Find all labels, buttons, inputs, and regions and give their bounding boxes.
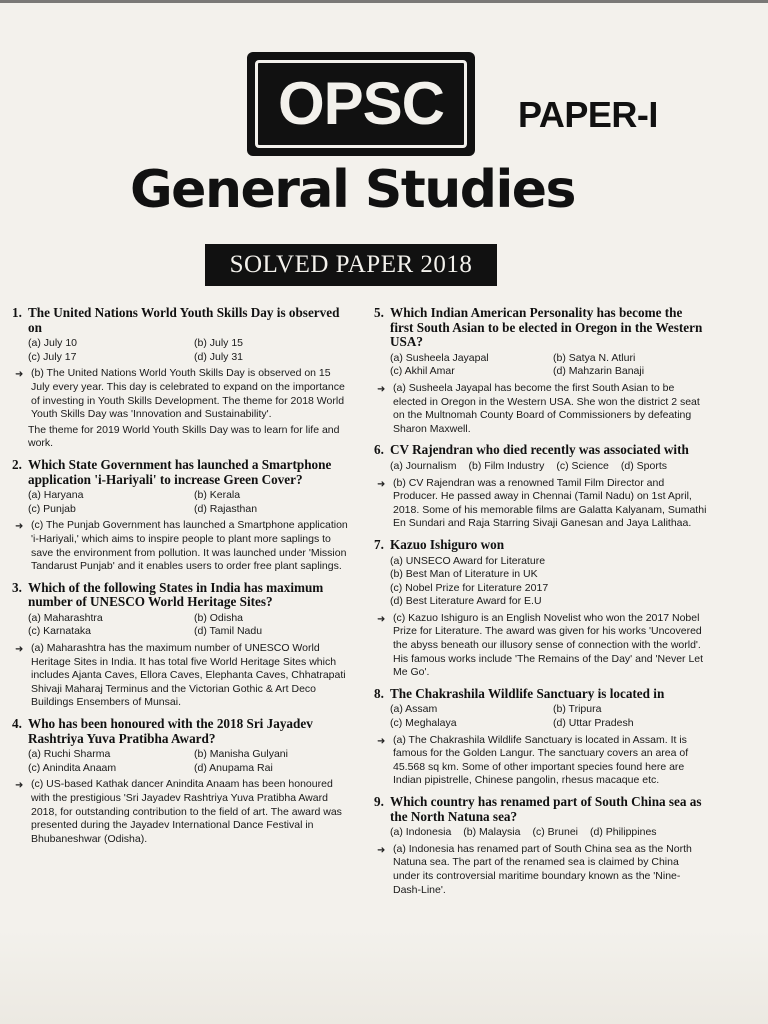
answer-text: (c) Kazuo Ishiguro is an English Novelist who won the 2017 Nobel Prize for Literature. The award was given for his works 'Uncovered the abyss beneath our illusory sense of connection with the world'. His famous works include 'The Remains of the Day' and 'Never Let Me Go'. (393, 611, 704, 679)
option: (d) Uttar Pradesh (553, 717, 634, 730)
options-list (12, 612, 352, 639)
question-text: The United Nations World Youth Skills Day is observed on (28, 305, 340, 335)
brand-logo-frame (255, 60, 467, 148)
paper-label: PAPER-I (518, 94, 658, 135)
brand-text: OPSC (277, 70, 445, 137)
option: (a) Susheela Jayapal (390, 351, 489, 364)
question-text: Which of the following States in India has maximum number of UNESCO World Heritage Sites? (28, 579, 324, 610)
option: (c) Punjab (28, 502, 76, 515)
arrow-icon: ➜ (15, 644, 24, 656)
answer-explanation (374, 477, 708, 531)
option: (b) Film Industry (468, 459, 545, 472)
question-heading (374, 538, 708, 553)
question-heading (12, 717, 352, 746)
question-number: 6. (374, 442, 384, 458)
answer-text: (c) US-based Kathak dancer Anindita Anaam has been honoured with the prestigious 'Sri Jayadev Rashtriya Yuva Pratibha Award 2018, for outstanding contribution to the field of art. The award was presented during the Jayadev International Dance Festival in Bhubaneshwar (Odisha). (31, 778, 342, 845)
arrow-icon: ➜ (15, 521, 24, 533)
answer-explanation (374, 843, 708, 897)
question-heading (374, 795, 708, 824)
answer-text: (a) Susheela Jayapal has become the first South Asian to be elected in Oregon in the Western USA. She won the district 2 seat on the Multnomah County Board of Commissioners by defeating Sharon Maxwell. (393, 381, 700, 435)
question-block (12, 458, 352, 574)
question-text: Which country has renamed part of South China sea as the North Natuna sea? (390, 794, 702, 824)
question-number: 4. (12, 716, 22, 732)
question-heading (374, 306, 708, 350)
option: (b) Malaysia (463, 826, 521, 839)
option: (c) Karnataka (28, 625, 92, 638)
question-text: Kazuo Ishiguro won (390, 536, 505, 552)
answer-text: (b) The United Nations World Youth Skills Day is observed on 15 July every year. This day is celebrated to expand on the importance of investing in Youth Skills Development. The theme for 2018 World Youth Skills Day was 'Innovation and Sustainability'. (31, 367, 345, 421)
answer-text: (b) CV Rajendran was a renowned Tamil Film Director and Producer. He passed away in Chennai (Tamil Nadu) on 1st April, 2018. Some of his memorable films are Galatta Kalyanam, Sumathi En Sundari and Raja Starring Sivaji Ganesan and Jaya Lalithaa. (393, 476, 707, 530)
question-block (12, 581, 352, 710)
option: (d) Best Literature Award for E.U (390, 595, 542, 608)
arrow-icon: ➜ (377, 844, 386, 856)
option: (b) Tripura (553, 703, 602, 716)
options-list (12, 337, 352, 364)
answer-explanation (374, 612, 708, 680)
option: (c) Brunei (532, 826, 578, 839)
arrow-icon: ➜ (377, 613, 386, 625)
answer-text: (a) The Chakrashila Wildlife Sanctuary is located in Assam. It is famous for the Golden Langur. The sanctuary covers an area of 45.568 sq km. Some of other important species found here are Indian pipistrelle, Chinese pangolin, rhesus macaque etc. (393, 733, 689, 787)
question-number: 3. (12, 579, 22, 595)
option: (b) Satya N. Atluri (553, 351, 636, 364)
brand-logo (247, 52, 475, 156)
question-block (12, 717, 352, 846)
arrow-icon: ➜ (377, 478, 386, 490)
question-block (374, 306, 708, 436)
question-number: 5. (374, 305, 384, 320)
question-text: The Chakrashila Wildlife Sanctuary is located in (390, 685, 665, 701)
options-list (12, 748, 352, 775)
arrow-icon: ➜ (377, 735, 386, 747)
option: (a) Indonesia (390, 826, 452, 839)
question-block (374, 687, 708, 788)
answer-explanation (12, 778, 352, 846)
option: (d) Philippines (590, 826, 657, 839)
option: (c) Nobel Prize for Literature 2017 (390, 581, 549, 594)
answer-explanation (12, 519, 352, 573)
option: (b) July 15 (194, 337, 244, 350)
option: (d) Sports (620, 459, 667, 472)
options-list (374, 352, 708, 379)
question-text: Who has been honoured with the 2018 Sri Jayadev Rashtriya Yuva Pratibha Award? (28, 716, 313, 746)
option: (d) July 31 (194, 350, 244, 363)
options-list (374, 703, 708, 730)
option: (c) Akhil Amar (390, 365, 455, 378)
scan-margin (0, 930, 768, 1024)
arrow-icon: ➜ (377, 383, 386, 395)
question-number: 8. (374, 685, 384, 701)
option: (a) Maharashtra (28, 611, 103, 624)
option: (d) Tamil Nadu (194, 625, 263, 638)
option: (b) Best Man of Literature in UK (390, 568, 538, 581)
question-block (374, 443, 708, 531)
question-heading (12, 581, 352, 610)
answer-explanation (12, 367, 352, 421)
options-list (374, 555, 708, 609)
left-column (12, 306, 352, 853)
answer-text: (a) Indonesia has renamed part of South China sea as the North Natuna sea. The part of the renamed sea is claimed by China under its controversial maritime boundary known as the 'Nine-Dash-Line'. (393, 842, 692, 896)
question-heading (374, 443, 708, 458)
answer-text: (c) The Punjab Government has launched a Smartphone application 'i-Hariyali,' which aims to inspire people to plant more saplings to save the environment from pollution. It was launched under 'Mission Tandarust Punjab' and it enables users to order free plant saplings. (31, 519, 348, 573)
option: (b) Manisha Gulyani (194, 748, 288, 761)
question-number: 2. (12, 456, 22, 472)
answer-text: (a) Maharashtra has the maximum number of UNESCO World Heritage Sites in India. It has total five World Heritage Sites which includes Ajanta Caves, Ellora Caves, Elephanta Caves, Chhatrapati Shivaji Maharaj Terminus and the Victorian Gothic & Art Deco Buildings Ensembers of Munsai. (31, 642, 346, 709)
option: (d) Rajasthan (194, 502, 258, 515)
question-number: 1. (12, 305, 22, 320)
option: (b) Kerala (194, 489, 241, 502)
option: (a) Journalism (390, 459, 457, 472)
option: (c) Anindita Anaam (28, 761, 117, 774)
question-block (374, 795, 708, 897)
subject-title: General Studies (130, 160, 575, 220)
question-heading (12, 458, 352, 487)
option: (c) July 17 (28, 350, 77, 363)
right-column (374, 306, 708, 904)
answer-explanation (374, 382, 708, 436)
answer-explanation (374, 734, 708, 788)
options-list (12, 489, 352, 516)
option: (a) Haryana (28, 489, 84, 502)
options-list (374, 460, 708, 474)
solved-banner-text: SOLVED PAPER 2018 (229, 251, 473, 278)
option: (a) Ruchi Sharma (28, 748, 111, 761)
arrow-icon: ➜ (15, 369, 24, 381)
question-number: 7. (374, 536, 384, 552)
question-text: CV Rajendran who died recently was associated with (390, 442, 689, 458)
arrow-icon: ➜ (15, 780, 24, 792)
option: (a) UNSECO Award for Literature (390, 554, 546, 567)
question-block (374, 538, 708, 680)
answer-extra-text: The theme for 2019 World Youth Skills Day was to learn for life and work. (28, 423, 340, 450)
option: (d) Anupama Rai (194, 761, 273, 774)
question-block (12, 306, 352, 451)
question-heading (374, 687, 708, 702)
solved-banner (205, 244, 497, 286)
option: (d) Mahzarin Banaji (553, 365, 645, 378)
scan-edge (0, 0, 768, 3)
question-number: 9. (374, 794, 384, 809)
question-text: Which Indian American Personality has become the first South Asian to be elected in Oregon in the Western USA? (390, 305, 703, 350)
options-list (374, 826, 708, 840)
option: (c) Meghalaya (390, 717, 457, 730)
question-text: Which State Government has launched a Smartphone application 'i-Hariyali' to increase Green Cover? (28, 456, 332, 487)
option: (c) Science (556, 459, 609, 472)
option: (a) July 10 (28, 337, 78, 350)
answer-explanation (12, 642, 352, 710)
question-heading (12, 306, 352, 335)
option: (b) Odisha (194, 611, 244, 624)
option: (a) Assam (390, 703, 438, 716)
